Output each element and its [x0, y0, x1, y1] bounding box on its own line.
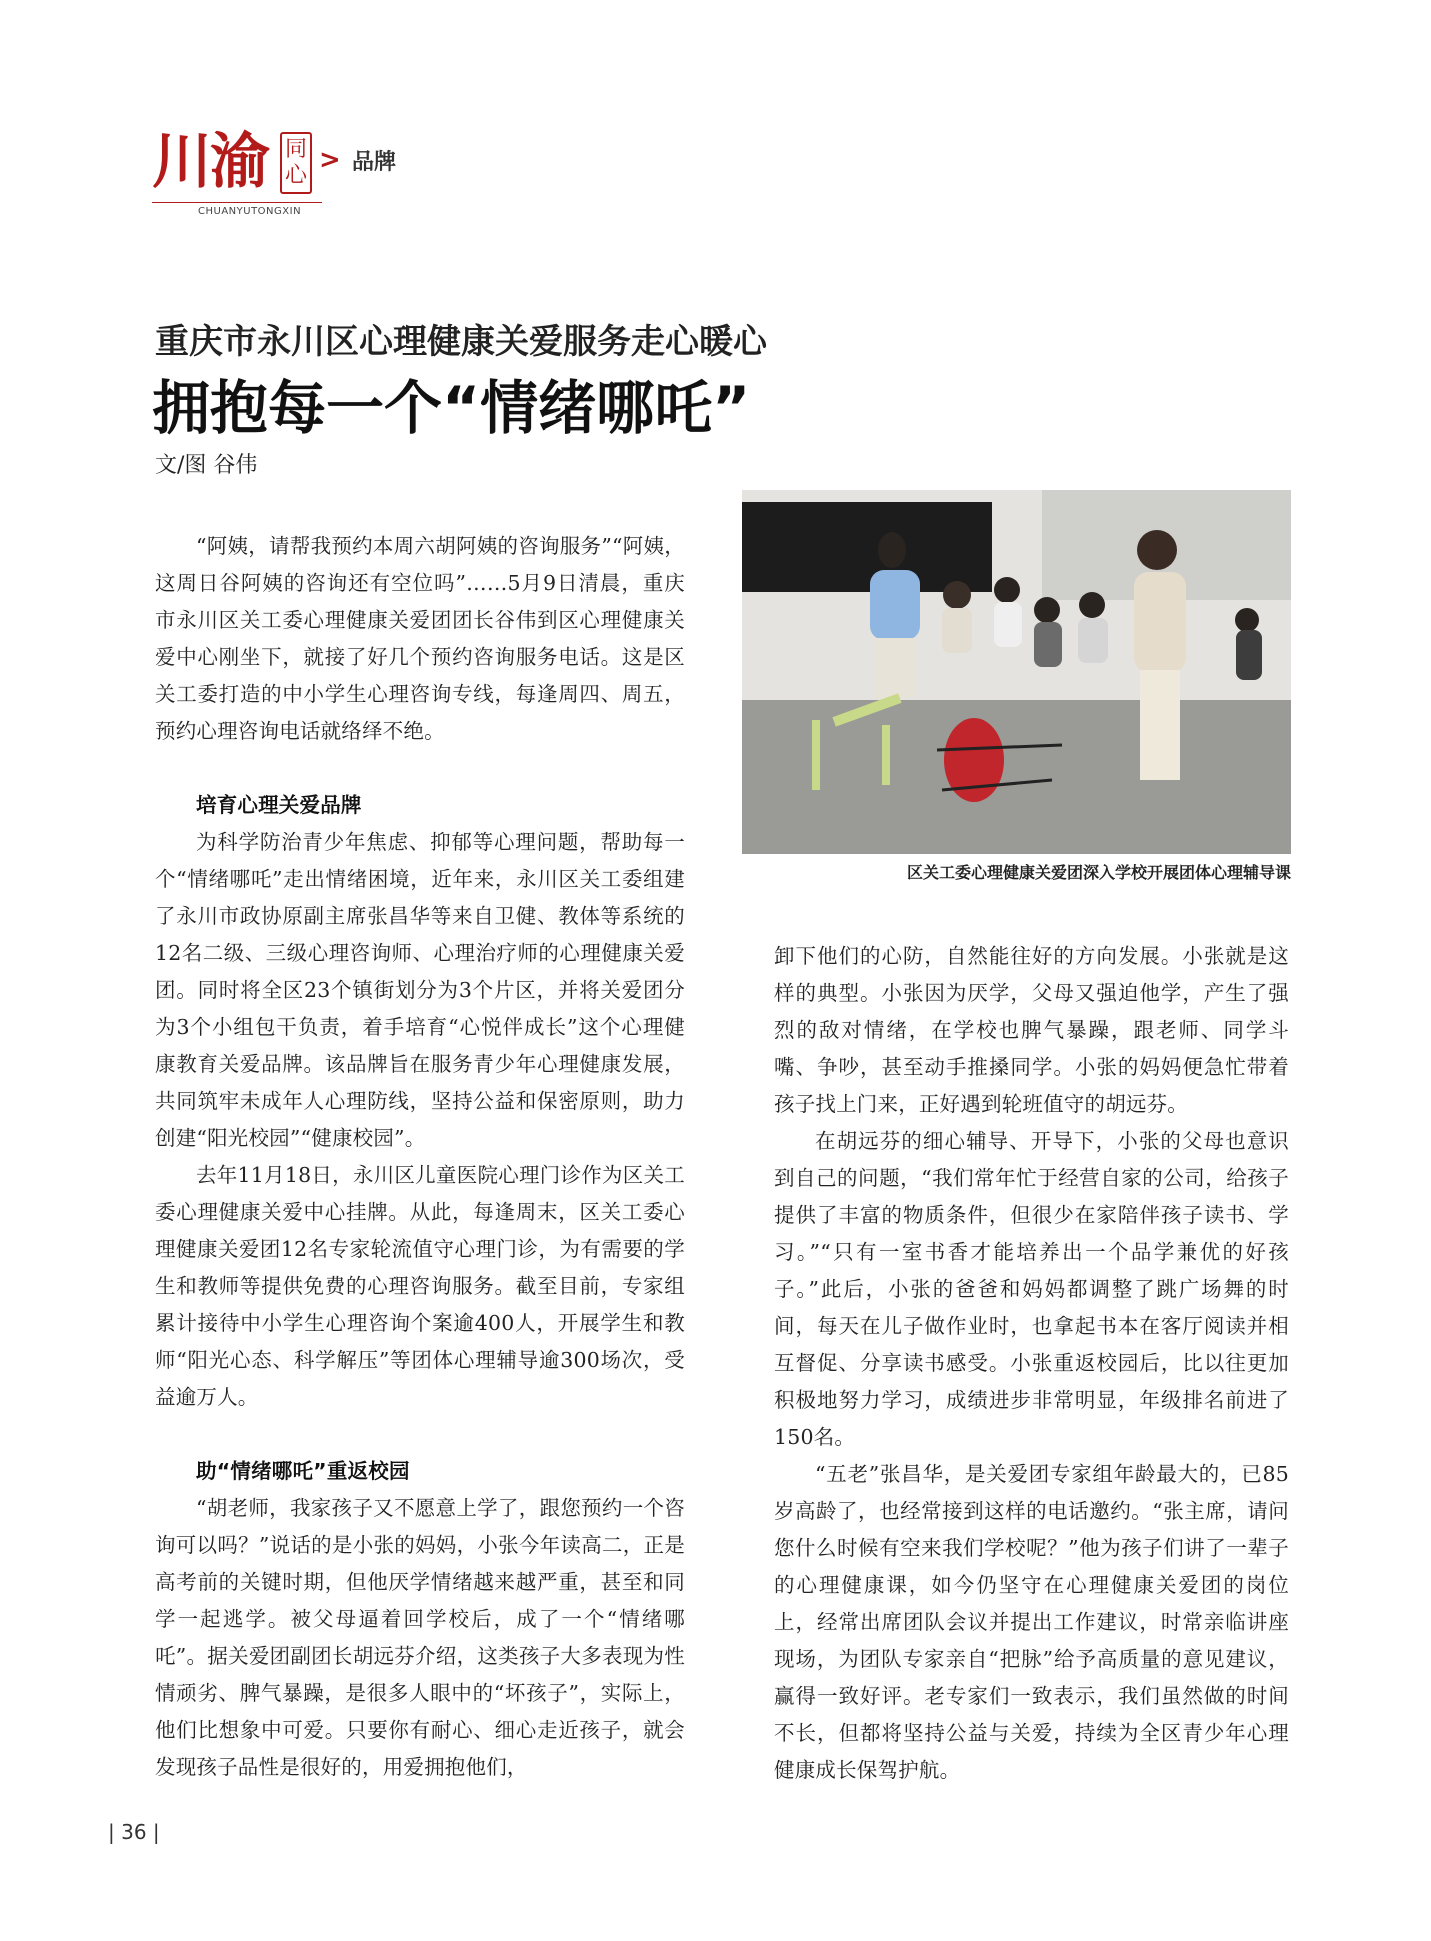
- paragraph: “五老”张昌华，是关爱团专家组年龄最大的，已85岁高龄了，也经常接到这样的电话邀约。“张主席，请问您什么时候有空来我们学校呢？”他为孩子们讲了一辈子的心理健康课，如今仍坚守在心理健康关爱团的岗位上，经常出席团队会议并提出工作建议，时常亲临讲座现场，为团队专家亲自“把脉”给予高质量的意见建议，赢得一致好评。老专家们一致表示，我们虽然做的时间不长，但都将坚持公益与关爱，持续为全区青少年心理健康成长保驾护航。: [774, 1462, 1289, 1782]
- masthead-divider: [152, 202, 322, 203]
- article-title: 拥抱每一个“情绪哪吒”: [152, 374, 751, 442]
- section-heading: 培育心理关爱品牌: [196, 793, 362, 817]
- paragraph: 在胡远芬的细心辅导、开导下，小张的父母也意识到自己的问题，“我们常年忙于经营自家的公司，给孩子提供了丰富的物质条件，但很少在家陪伴孩子读书、学习。”“只有一室书香才能培养出一个品学兼优的好孩子。”此后，小张的爸爸和妈妈都调整了跳广场舞的时间，每天在儿子做作业时，也拿起书本在客厅阅读并相互督促、分享读书感受。小张重返校园后，比以往更加积极地努力学习，成绩进步非常明显，年级排名前进了150名。: [774, 1129, 1289, 1449]
- article-byline: 文/图 谷伟: [155, 453, 258, 478]
- masthead-tag-char-1: 同: [284, 137, 307, 162]
- paragraph: “阿姨，请帮我预约本周六胡阿姨的咨询服务”“阿姨，这周日谷阿姨的咨询还有空位吗”……5月9日清晨，重庆市永川区关工委心理健康关爱团团长谷伟到区心理健康关爱中心刚坐下，就接了好几个预约咨询服务电话。这是区关工委打造的中小学生心理咨询专线，每逢周四、周五，预约心理咨询电话就络绎不绝。: [155, 534, 685, 743]
- article-photo: [742, 490, 1291, 854]
- paragraph: 去年11月18日，永川区儿童医院心理门诊作为区关工委心理健康关爱中心挂牌。从此，每逢周末，区关工委心理健康关爱团12名专家轮流值守心理门诊，为有需要的学生和教师等提供免费的心理咨询服务。截至目前，专家组累计接待中小学生心理咨询个案逾400人，开展学生和教师“阳光心态、科学解压”等团体心理辅导逾300场次，受益逾万人。: [155, 1163, 685, 1409]
- article-subtitle: 重庆市永川区心理健康关爱服务走心暖心: [155, 322, 767, 362]
- photo-caption: 区关工委心理健康关爱团深入学校开展团体心理辅导课: [906, 863, 1291, 882]
- masthead-pinyin: CHUANYUTONGXIN: [198, 206, 302, 217]
- chevron-right-icon: >: [319, 145, 341, 175]
- section-label: 品牌: [352, 150, 397, 175]
- article-left-column: [155, 528, 685, 1786]
- page-number: | 36 |: [108, 1820, 160, 1844]
- masthead: [152, 128, 412, 220]
- article-right-column: [774, 938, 1289, 1789]
- paragraph: 为科学防治青少年焦虑、抑郁等心理问题，帮助每一个“情绪哪吒”走出情绪困境，近年来，永川区关工委组建了永川市政协原副主席张昌华等来自卫健、教体等系统的12名二级、三级心理咨询师、心理治疗师的心理健康关爱团。同时将全区23个镇街划分为3个片区，并将关爱团分为3个小组包干负责，着手培育“心悦伴成长”这个心理健康教育关爱品牌。该品牌旨在服务青少年心理健康发展，共同筑牢未成年人心理防线，坚持公益和保密原则，助力创建“阳光校园”“健康校园”。: [155, 830, 685, 1150]
- masthead-tag-char-2: 心: [284, 163, 307, 188]
- masthead-tag: [280, 132, 312, 194]
- paragraph: “胡老师，我家孩子又不愿意上学了，跟您预约一个咨询可以吗？”说话的是小张的妈妈，小张今年读高二，正是高考前的关键时期，但他厌学情绪越来越严重，甚至和同学一起逃学。被父母逼着回学校后，成了一个“情绪哪吒”。据关爱团副团长胡远芬介绍，这类孩子大多表现为性情顽劣、脾气暴躁，是很多人眼中的“坏孩子”，实际上，他们比想象中可爱。只要你有耐心、细心走近孩子，就会发现孩子品性是很好的，用爱拥抱他们，: [155, 1496, 685, 1779]
- paragraph: 卸下他们的心防，自然能往好的方向发展。小张就是这样的典型。小张因为厌学，父母又强迫他学，产生了强烈的敌对情绪，在学校也脾气暴躁，跟老师、同学斗嘴、争吵，甚至动手推搡同学。小张的妈妈便急忙带着孩子找上门来，正好遇到轮班值守的胡远芬。: [774, 944, 1289, 1116]
- photo-illustration: [742, 490, 1291, 854]
- section-heading: 助“情绪哪吒”重返校园: [196, 1459, 410, 1483]
- masthead-logo: 川渝: [152, 127, 268, 197]
